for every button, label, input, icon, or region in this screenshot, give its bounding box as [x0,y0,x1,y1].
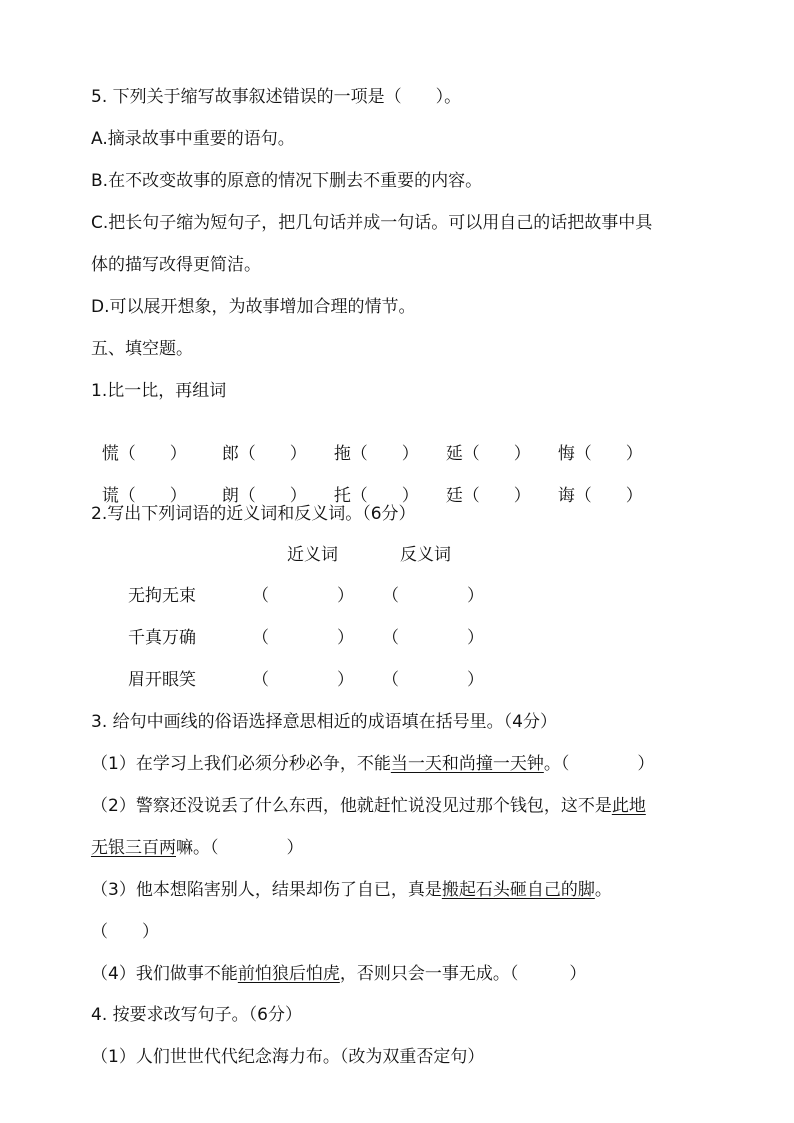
fill1-item: 朗（ ） [221,486,307,506]
fill1-item: 托（ ） [333,486,419,506]
fill2-paren: （ ） [252,670,354,690]
fill1-title: 1.比一比，再组词 [91,381,227,401]
fill2-title: 2.写出下列词语的近义词和反义词。（6分） [91,504,416,524]
fill2-paren: （ ） [382,628,484,648]
fill3-item-4 [91,962,586,986]
q5-option-b: B.在不改变故事的原意的情况下删去不重要的内容。 [91,171,483,191]
fill2-col-antonym: 反义词 [400,545,451,565]
fill1-row2 [91,460,643,508]
fill3-text: （2）警察还没说丢了什么东西，他就赶忙说没见过那个钱包，这不是 [91,796,612,816]
fill3-text: ，否则只会一事无成。（ ） [339,964,587,984]
fill4-title: 4. 按要求改写句子。（6分） [91,1005,302,1025]
fill3-text: 。 [594,880,612,900]
fill3-item-2 [91,794,646,818]
fill2-paren: （ ） [252,586,354,606]
fill1-item: 诲（ ） [557,486,643,506]
section-five-title: 五、填空题。 [91,339,193,359]
fill2-paren: （ ） [382,670,484,690]
underlined-proverb: 此地 [611,796,646,816]
fill2-word-2: 千真万确 [128,628,196,648]
fill3-text: （3）他本想陷害别人，结果却伤了自已，真是 [91,880,442,900]
underlined-proverb: 前怕狼后怕虎 [237,964,340,984]
fill4-item-1: （1）人们世世代代纪念海力布。（改为双重否定句） [91,1047,485,1067]
q5-option-c-line1: C.把长句子缩为短句子，把几句话并成一句话。可以用自己的话把故事中具 [91,213,653,233]
fill3-text: （1）在学习上我们必须分秒必争，不能 [91,754,391,774]
fill1-item: 廷（ ） [445,486,531,506]
fill1-item: 谎（ ） [101,486,187,506]
fill2-paren: （ ） [252,628,354,648]
fill2-paren: （ ） [382,586,484,606]
underlined-proverb: 无银三百两 [91,838,176,858]
fill1-item: 郎（ ） [221,444,307,464]
fill3-text: 嘛。（ ） [176,838,304,858]
fill1-row1 [91,418,643,466]
fill1-item: 拖（ ） [333,444,419,464]
fill1-item: 悔（ ） [557,444,643,464]
fill3-item-3 [91,878,612,902]
fill3-text: （4）我们做事不能 [91,964,238,984]
q5-option-c-line2: 体的描写改得更简洁。 [91,255,261,275]
fill1-item: 慌（ ） [101,444,187,464]
underlined-proverb: 搬起石头砸自己的脚 [441,880,595,900]
fill2-col-synonym: 近义词 [287,545,338,565]
underlined-proverb: 当一天和尚撞一天钟 [390,754,544,774]
fill2-word-3: 眉开眼笑 [128,670,196,690]
fill3-item-3-paren: （ ） [91,922,159,942]
fill2-word-1: 无拘无束 [128,586,196,606]
fill3-item-2-cont [91,836,304,860]
q5-option-d: D.可以展开想象，为故事增加合理的情节。 [91,297,416,317]
fill3-text: 。（ ） [543,754,655,774]
fill3-item-1 [91,752,654,776]
q5-stem: 5. 下列关于缩写故事叙述错误的一项是（ ）。 [91,87,462,107]
q5-option-a: A.摘录故事中重要的语句。 [91,129,295,149]
fill1-item: 延（ ） [445,444,531,464]
fill3-title: 3. 给句中画线的俗语选择意思相近的成语填在括号里。（4分） [91,712,557,732]
